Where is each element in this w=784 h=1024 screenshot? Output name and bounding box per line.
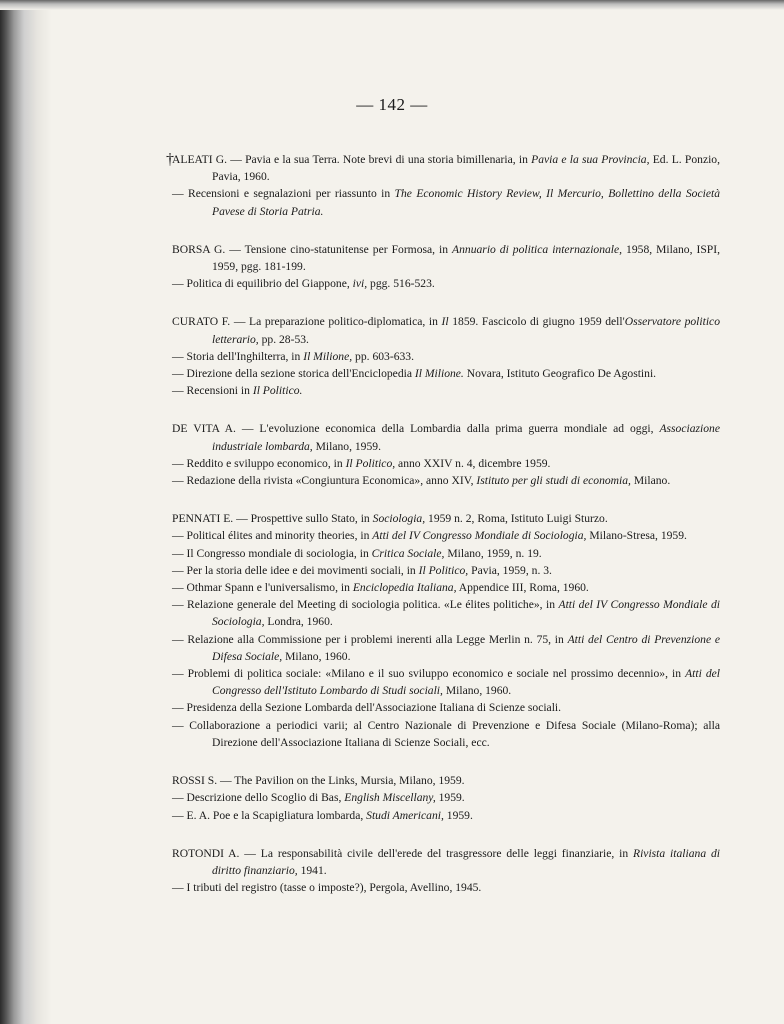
entry-text: Appendice III, Roma, 1960. bbox=[456, 581, 589, 595]
page-binding-shadow bbox=[0, 0, 52, 1024]
entry-item-line bbox=[172, 789, 720, 806]
entry-text: pgg. 516-523. bbox=[367, 277, 435, 291]
entry-item-line bbox=[172, 365, 720, 382]
italic-title: Critica Sociale, bbox=[371, 546, 445, 560]
entry-text: — Recensioni in bbox=[172, 384, 253, 398]
entry-text: 1959. bbox=[443, 808, 473, 822]
entry-item-line bbox=[172, 472, 720, 489]
italic-title: Atti del Congresso dell'Istituto Lombardo di Studi sociali, bbox=[212, 667, 720, 698]
entry-text: — Relazione alla Commissione per i problemi inerenti alla Legge Merlin n. 75, in bbox=[172, 632, 568, 646]
entry-text: Londra, 1960. bbox=[264, 615, 333, 629]
entry-text: — Problemi di politica sociale: «Milano e il suo sviluppo economico e sociale nel prossimo decennio», in bbox=[172, 667, 686, 681]
entry-heading-line bbox=[172, 420, 720, 454]
entry-text: Novara, Istituto Geografico De Agostini. bbox=[463, 367, 657, 381]
italic-title: Atti del Centro di Prevenzione e Difesa Sociale, bbox=[212, 632, 720, 663]
italic-title: Il bbox=[441, 315, 449, 329]
entry-text: — I tributi del registro (tasse o imposte?), Pergola, Avellino, 1945. bbox=[172, 881, 482, 895]
entry-item-line bbox=[172, 275, 720, 292]
entry-item-line bbox=[172, 382, 720, 399]
italic-title: Rivista italiana di diritto finanziario, bbox=[212, 846, 721, 877]
italic-title: Annuario di politica internazionale, bbox=[452, 242, 623, 256]
entry-text: — Recensioni e segnalazioni per riassunto in bbox=[172, 187, 395, 201]
entry-text: pp. 28-53. bbox=[258, 332, 309, 346]
bibliography-entry bbox=[172, 313, 720, 399]
entry-item-line bbox=[172, 596, 720, 630]
entry-item-line bbox=[172, 807, 720, 824]
italic-title: Sociologia, bbox=[372, 512, 426, 526]
entry-text: 1941. bbox=[297, 863, 327, 877]
entry-item-line bbox=[172, 562, 720, 579]
entry-heading-line bbox=[172, 151, 720, 185]
page-top-edge bbox=[0, 0, 784, 10]
entry-heading-line bbox=[172, 241, 720, 275]
entry-heading-line bbox=[172, 772, 720, 789]
entry-text: 1959 n. 2, Roma, Istituto Luigi Sturzo. bbox=[425, 512, 608, 526]
page-number: — 142 — bbox=[356, 95, 428, 114]
entry-text: Milano-Stresa, 1959. bbox=[586, 529, 687, 543]
italic-title: Il Politico, bbox=[418, 563, 469, 577]
italic-title: Il Politico, bbox=[345, 456, 396, 470]
entry-item-line bbox=[172, 527, 720, 544]
entry-item-line bbox=[172, 631, 720, 665]
entry-text: — Political élites and minority theories, in bbox=[172, 529, 373, 543]
italic-title: Enciclopedia Italiana, bbox=[352, 581, 457, 595]
entry-item-line bbox=[172, 879, 720, 896]
dagger-mark: † bbox=[166, 151, 174, 168]
entry-item-line bbox=[172, 185, 720, 219]
entry-text: anno XXIV n. 4, dicembre 1959. bbox=[395, 456, 551, 470]
italic-title: Atti del IV Congresso Mondiale di Sociologia, bbox=[372, 529, 587, 543]
bibliography-entry bbox=[172, 420, 720, 489]
entry-text: DE VITA A. — L'evoluzione economica della Lombardia dalla prima guerra mondiale ad oggi, bbox=[172, 422, 660, 436]
entry-text: — Direzione della sezione storica dell'Enciclopedia bbox=[172, 367, 415, 381]
entry-text: pp. 603-633. bbox=[352, 349, 414, 363]
italic-title: Pavia e la sua Provincia, bbox=[531, 153, 650, 166]
entry-text: — Collaborazione a periodici varii; al Centro Nazionale di Prevenzione e Difesa Sociale (Milano-Roma); alla Direzione dell'Associazione Italiana di Scienze Sociali, ecc. bbox=[172, 718, 720, 749]
entry-item-line bbox=[172, 455, 720, 472]
entry-text: BORSA G. — Tensione cino-statunitense per Formosa, in bbox=[172, 242, 453, 256]
entry-heading-line bbox=[172, 313, 720, 347]
entry-text: 1958, Milano, ISPI, 1959, pgg. 181-199. bbox=[212, 242, 720, 274]
entry-item-line bbox=[172, 717, 720, 751]
entry-text: — Relazione generale del Meeting di sociologia politica. «Le élites politiche», in bbox=[172, 598, 559, 612]
entry-text: — Per la storia delle idee e dei movimenti sociali, in bbox=[172, 563, 419, 577]
entry-text: Milano, 1959. bbox=[312, 439, 381, 453]
entry-text: — Politica di equilibrio del Giappone, bbox=[172, 277, 353, 291]
entry-text: CURATO F. — La preparazione politico-diplomatica, in bbox=[172, 315, 442, 329]
entry-text: — Il Congresso mondiale di sociologia, in bbox=[172, 546, 372, 560]
bibliography-entry bbox=[172, 510, 720, 751]
italic-title: Osservatore politico letterario, bbox=[212, 315, 720, 346]
entry-text: Milano. bbox=[630, 474, 671, 488]
entry-item-line bbox=[172, 665, 720, 699]
italic-title: Associazione industriale lombarda, bbox=[212, 422, 720, 453]
bibliography-entry bbox=[172, 772, 720, 824]
entry-item-line bbox=[172, 348, 720, 365]
entry-text: 1859. Fascicolo di giugno 1959 dell' bbox=[448, 315, 625, 329]
italic-title: Il Milione. bbox=[414, 367, 464, 381]
entry-text: — Redazione della rivista «Congiuntura Economica», anno XIV, bbox=[172, 474, 477, 488]
entry-text: ROTONDI A. — La responsabilità civile dell'erede del trasgressore delle leggi finanziarie, in bbox=[172, 846, 633, 860]
entry-text: Pavia, 1959, n. 3. bbox=[468, 563, 552, 577]
italic-title: Il Politico. bbox=[252, 384, 303, 398]
bibliography-entry bbox=[172, 151, 720, 220]
italic-title: Atti del IV Congresso Mondiale di Sociologia, bbox=[212, 598, 720, 629]
entry-item-line bbox=[172, 699, 720, 716]
italic-title: ivi, bbox=[352, 277, 368, 291]
entry-heading-line bbox=[172, 845, 720, 879]
entry-text: — Storia dell'Inghilterra, in bbox=[172, 349, 304, 363]
entry-text: — Descrizione dello Scoglio di Bas, bbox=[172, 791, 345, 805]
entry-text: — E. A. Poe e la Scapigliatura lombarda, bbox=[172, 808, 367, 822]
italic-title: The Economic History Review, Il Mercurio, Bollettino della Società Pavese di Storia Patria. bbox=[212, 187, 720, 218]
entry-item-line bbox=[172, 579, 720, 596]
entry-heading-line bbox=[172, 510, 720, 527]
entry-text: Ed. L. Ponzio, Pavia, 1960. bbox=[212, 153, 721, 184]
entry-text: 1959. bbox=[435, 791, 465, 805]
entry-text: Milano, 1959, n. 19. bbox=[444, 546, 542, 560]
entry-text: ROSSI S. — The Pavilion on the Links, Mursia, Milano, 1959. bbox=[172, 774, 465, 788]
italic-title: English Miscellany, bbox=[344, 791, 436, 805]
entry-text: Milano, 1960. bbox=[282, 649, 351, 663]
entry-item-line bbox=[172, 545, 720, 562]
bibliography-entry bbox=[172, 845, 720, 897]
italic-title: Il Milione, bbox=[303, 349, 353, 363]
entry-text: — Reddito e sviluppo economico, in bbox=[172, 456, 346, 470]
italic-title: Istituto per gli studi di economia, bbox=[476, 474, 631, 488]
bibliography-list bbox=[166, 151, 721, 917]
entry-text: PENNATI E. — Prospettive sullo Stato, in bbox=[172, 512, 373, 526]
entry-text: — Othmar Spann e l'universalismo, in bbox=[172, 581, 353, 595]
entry-text: ALEATI G. — Pavia e la sua Terra. Note brevi di una storia bimillenaria, in bbox=[172, 153, 532, 166]
bibliography-entry bbox=[172, 241, 720, 293]
italic-title: Studi Americani, bbox=[366, 808, 444, 822]
entry-text: Milano, 1960. bbox=[442, 684, 512, 698]
entry-text: — Presidenza della Sezione Lombarda dell'Associazione Italiana di Scienze sociali. bbox=[172, 701, 562, 715]
